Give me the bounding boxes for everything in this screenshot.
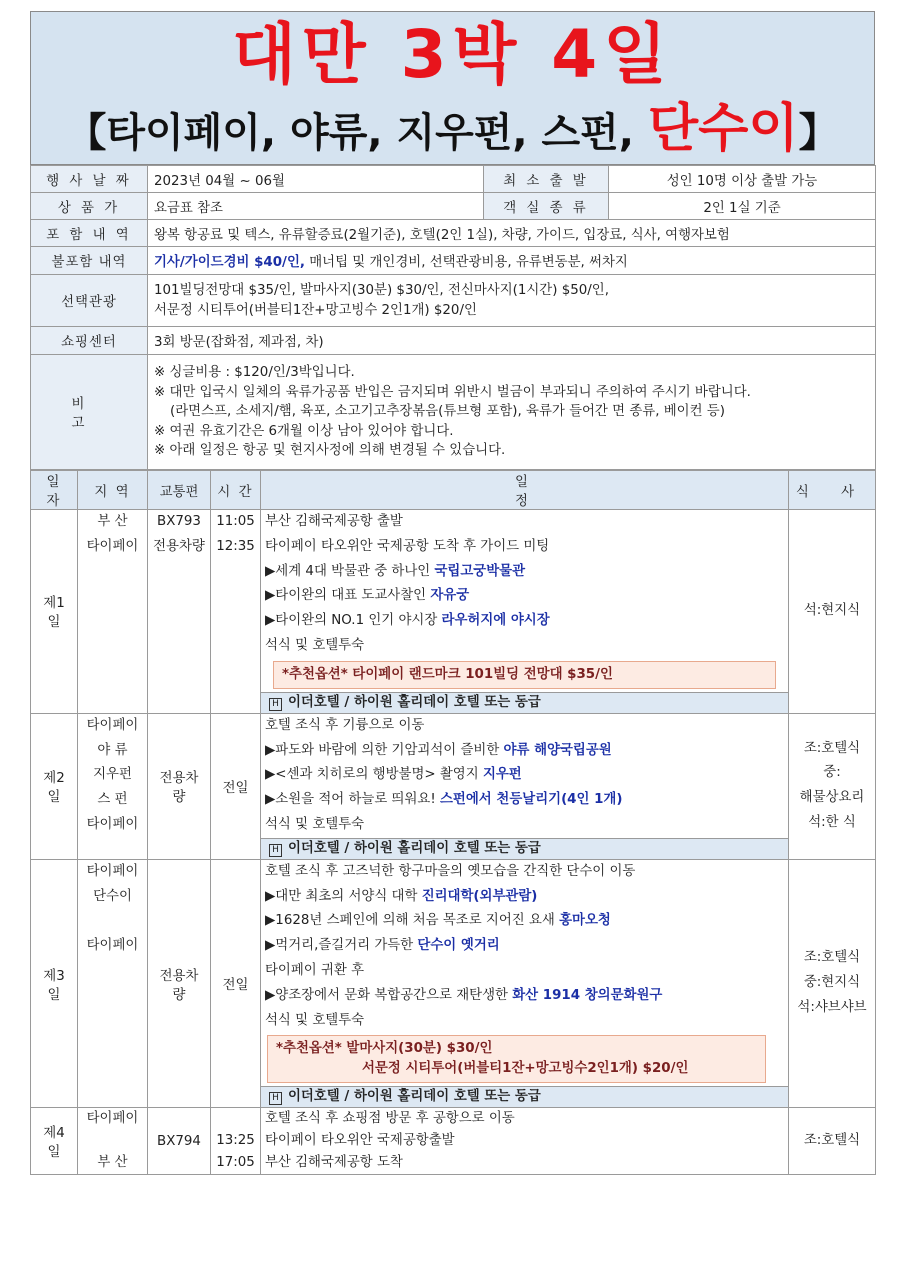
min-departure-label: 최 소 출 발 [484, 166, 609, 193]
itinerary-line: 호텔 조식 후 기륭으로 이동 [265, 717, 425, 733]
col-itinerary: 일 정 [261, 471, 789, 510]
hotel-name: 이더호텔 / 하이원 홀리데이 호텔 또는 동급 [288, 840, 541, 856]
room-type-value: 2인 1실 기준 [609, 193, 876, 220]
meal-line: 조:호텔식 [803, 950, 861, 966]
itinerary-line: 부산 김해국제공항 도착 [265, 1155, 403, 1171]
price-value: 요금표 참조 [148, 193, 484, 220]
attraction-name: 지우펀 [482, 767, 522, 783]
price-label: 상 품 가 [31, 193, 148, 220]
remark-line: ※ 여권 유효기간은 6개월 이상 남아 있어야 합니다. [154, 423, 454, 439]
optional-tour-line: 서문정 시티투어(버블티1잔+망고빙수 2인1개) $20/인 [154, 302, 477, 318]
time-line: 17:05 [216, 1155, 255, 1171]
region-line [80, 1130, 145, 1152]
itinerary-line: ▶타이완의 NO.1 인기 야시장 라우허지에 야시장 [265, 613, 550, 629]
meal-line: 중:현지식 [803, 975, 861, 991]
attraction-name: 단수이 옛거리 [417, 938, 500, 954]
day-number: 제2일 [31, 713, 78, 859]
meal-line: 석:샤브샤브 [797, 999, 867, 1015]
day-itinerary [261, 859, 789, 1108]
remark-line: (라면스프, 소세지/햄, 육포, 소고기고추장볶음(튜브형 포함), 육류가 들어간 면 종류, 베이컨 등) [170, 404, 725, 420]
day-itinerary [261, 713, 789, 859]
col-transport: 교통편 [148, 471, 211, 510]
itinerary-line: 타이페이 타오위안 국제공항출발 [265, 1133, 455, 1149]
region-line: 단수이 [93, 888, 132, 904]
attraction-name: 홍마오청 [559, 913, 611, 929]
remark-line: ※ 대만 입국시 일체의 육류가공품 반입은 금지되며 위반시 벌금이 부과되니 주의하여 주시기 바랍니다. [154, 384, 751, 400]
day-row [31, 713, 876, 859]
itinerary-line: ▶타이완의 대표 도교사찰인 자유궁 [265, 588, 470, 604]
meal-line: 중: [823, 765, 841, 781]
schedule-table [30, 470, 876, 1175]
col-day: 일 자 [31, 471, 78, 510]
room-type-label: 객 실 종 류 [484, 193, 609, 220]
day-region [78, 859, 148, 1108]
day-time: 전일 [211, 859, 261, 1108]
meal-line: 조:호텔식 [803, 740, 861, 756]
itinerary-line: ▶1628년 스페인에 의해 처음 목조로 지어진 요새 홍마오청 [265, 913, 611, 929]
hotel-row [261, 1086, 788, 1107]
attraction-name: 야류 해양국립공원 [503, 742, 612, 758]
hotel-row [261, 838, 788, 859]
recommended-option [267, 1035, 766, 1083]
col-region: 지 역 [78, 471, 148, 510]
region-line: 타이페이 [86, 1111, 139, 1127]
region-line: 지우펀 [93, 767, 132, 783]
day-transport: 전용차량 [148, 713, 211, 859]
attraction-name: 국립고궁박물관 [434, 563, 525, 579]
day-transport [148, 510, 211, 714]
min-departure-value: 성인 10명 이상 출발 가능 [609, 166, 876, 193]
region-line: 타이페이 [86, 938, 139, 954]
shopping-value: 3회 방문(잡화점, 제과점, 차) [148, 327, 876, 355]
meal-line: 석:한 식 [808, 815, 856, 831]
day-region [78, 510, 148, 714]
hotel-icon: H [269, 1092, 282, 1105]
day-number: 제3일 [31, 859, 78, 1108]
remark-line: ※ 싱글비용 : $120/인/3박입니다. [154, 365, 355, 381]
title-banner [30, 11, 875, 165]
region-line: 타이페이 [86, 538, 139, 554]
excluded-label: 불포함 내역 [31, 247, 148, 275]
day-number: 제1일 [31, 510, 78, 714]
remarks-value [148, 355, 876, 470]
transport-line: BX793 [157, 514, 201, 529]
time-line: 12:35 [216, 538, 255, 554]
title-sub-suffix: 】 [798, 110, 839, 156]
excluded-value [148, 247, 876, 275]
region-line: 야 류 [97, 742, 128, 758]
itinerary-line: ▶먹거리,즐길거리 가득한 단수이 옛거리 [265, 938, 500, 954]
info-table [30, 165, 876, 470]
itinerary-line: 석식 및 호텔투숙 [265, 816, 365, 832]
attraction-name: 화산 1914 창의문화원구 [512, 987, 663, 1003]
remarks-label: 비 고 [31, 355, 148, 470]
hotel-icon: H [269, 698, 282, 711]
itinerary-line: 부산 김해국제공항 출발 [265, 514, 403, 529]
excluded-rest: 매너팁 및 개인경비, 선택관광비용, 유류변동분, 써차지 [304, 255, 628, 270]
transport-line: 전용차량 [153, 538, 205, 554]
region-line: 타이페이 [86, 863, 139, 879]
included-value: 왕복 항공료 및 텍스, 유류할증료(2월기준), 호텔(2인 1실), 차량, 가이드, 입장료, 식사, 여행자보험 [148, 220, 876, 247]
day-time: 전일 [211, 713, 261, 859]
itinerary-line: ▶양조장에서 문화 복합공간으로 재탄생한 화산 1914 창의문화원구 [265, 987, 663, 1003]
hotel-row [261, 692, 788, 713]
itinerary-line: 호텔 조식 후 고즈넉한 항구마을의 옛모습을 간직한 단수이 이동 [265, 863, 636, 879]
attraction-name: 스펀에서 천등날리기(4인 1개) [439, 792, 623, 808]
itinerary-line: ▶대만 최초의 서양식 대학 진리대학(외부관람) [265, 888, 538, 904]
tour-sheet [30, 11, 875, 1175]
itinerary-line: ▶세계 4대 박물관 중 하나인 국립고궁박물관 [265, 563, 525, 579]
day-row [31, 859, 876, 1108]
itinerary-line: 타이페이 귀환 후 [265, 962, 365, 978]
region-line: 타이페이 [86, 717, 139, 733]
meal-line: 석:현지식 [803, 602, 861, 618]
day-number: 제4일 [31, 1108, 78, 1175]
period-value: 2023년 04월 ~ 06월 [148, 166, 484, 193]
attraction-name: 라우허지에 야시장 [441, 613, 550, 629]
itinerary-line: ▶<센과 치히로의 행방불명> 촬영지 지우펀 [265, 767, 522, 783]
itinerary-line: 호텔 조식 후 쇼핑점 방문 후 공항으로 이동 [265, 1111, 515, 1127]
included-label: 포 함 내 역 [31, 220, 148, 247]
day-itinerary [261, 510, 789, 714]
itinerary-line: 석식 및 호텔투숙 [265, 637, 365, 653]
attraction-name: 자유궁 [430, 588, 470, 604]
day-region [78, 1108, 148, 1175]
day-transport: 전용차량 [148, 859, 211, 1108]
region-line: 부 산 [97, 1155, 128, 1171]
attraction-name: 진리대학(외부관람) [421, 888, 538, 904]
day-meal [789, 713, 876, 859]
time-line: 13:25 [216, 1133, 255, 1149]
meal-line: 해물상요리 [799, 790, 865, 806]
shopping-label: 쇼핑센터 [31, 327, 148, 355]
col-time: 시 간 [211, 471, 261, 510]
day-meal [789, 859, 876, 1108]
region-line: 타이페이 [86, 816, 139, 832]
title-main: 대만 3박 4일 [232, 16, 673, 93]
title-sub-prefix: 【타이페이, 야류, 지우펀, 스펀, [66, 110, 634, 156]
title-sub [31, 98, 874, 164]
day-meal [789, 1108, 876, 1175]
itinerary-line: ▶소원을 적어 하늘로 띄워요! 스펀에서 천등날리기(4인 1개) [265, 792, 623, 808]
day-time [211, 510, 261, 714]
optional-tour-value [148, 275, 876, 327]
hotel-icon: H [269, 844, 282, 857]
day-row [31, 510, 876, 714]
itinerary-line: ▶파도와 바람에 의한 기암괴석이 즐비한 야류 해양국립공원 [265, 742, 612, 758]
meal-line: 조:호텔식 [803, 1132, 861, 1148]
option-line: 서문정 시티투어(버블티1잔+망고빙수2인1개) $20/인 [362, 1061, 689, 1077]
day-time [211, 1108, 261, 1175]
region-line: 부 산 [97, 514, 128, 529]
hotel-name: 이더호텔 / 하이원 홀리데이 호텔 또는 동급 [288, 1089, 541, 1105]
remark-line: ※ 아래 일정은 항공 및 현지사정에 의해 변경될 수 있습니다. [154, 443, 506, 459]
optional-tour-label: 선택관광 [31, 275, 148, 327]
recommended-option: *추천옵션* 타이페이 랜드마크 101빌딩 전망대 $35/인 [273, 661, 776, 689]
day-meal [789, 510, 876, 714]
region-line [80, 909, 145, 934]
day-itinerary [261, 1108, 789, 1175]
day-region [78, 713, 148, 859]
day-row [31, 1108, 876, 1175]
itinerary-line: 타이페이 타오위안 국제공항 도착 후 가이드 미팅 [265, 538, 550, 554]
period-label: 행 사 날 짜 [31, 166, 148, 193]
guide-fee: 기사/가이드경비 $40/인, [154, 255, 305, 270]
option-line: *추천옵션* 발마사지(30분) $30/인 [276, 1041, 493, 1057]
hotel-name: 이더호텔 / 하이원 홀리데이 호텔 또는 동급 [288, 694, 541, 710]
day-transport: BX794 [148, 1108, 211, 1175]
optional-tour-line: 101빌딩전망대 $35/인, 발마사지(30분) $30/인, 전신마사지(1시간) $50/인, [154, 283, 609, 298]
region-line: 스 펀 [97, 792, 128, 808]
title-sub-highlight: 단수이 [647, 99, 799, 159]
itinerary-line: 석식 및 호텔투숙 [265, 1012, 365, 1028]
col-meal: 식 사 [789, 471, 876, 510]
time-line: 11:05 [216, 514, 255, 529]
